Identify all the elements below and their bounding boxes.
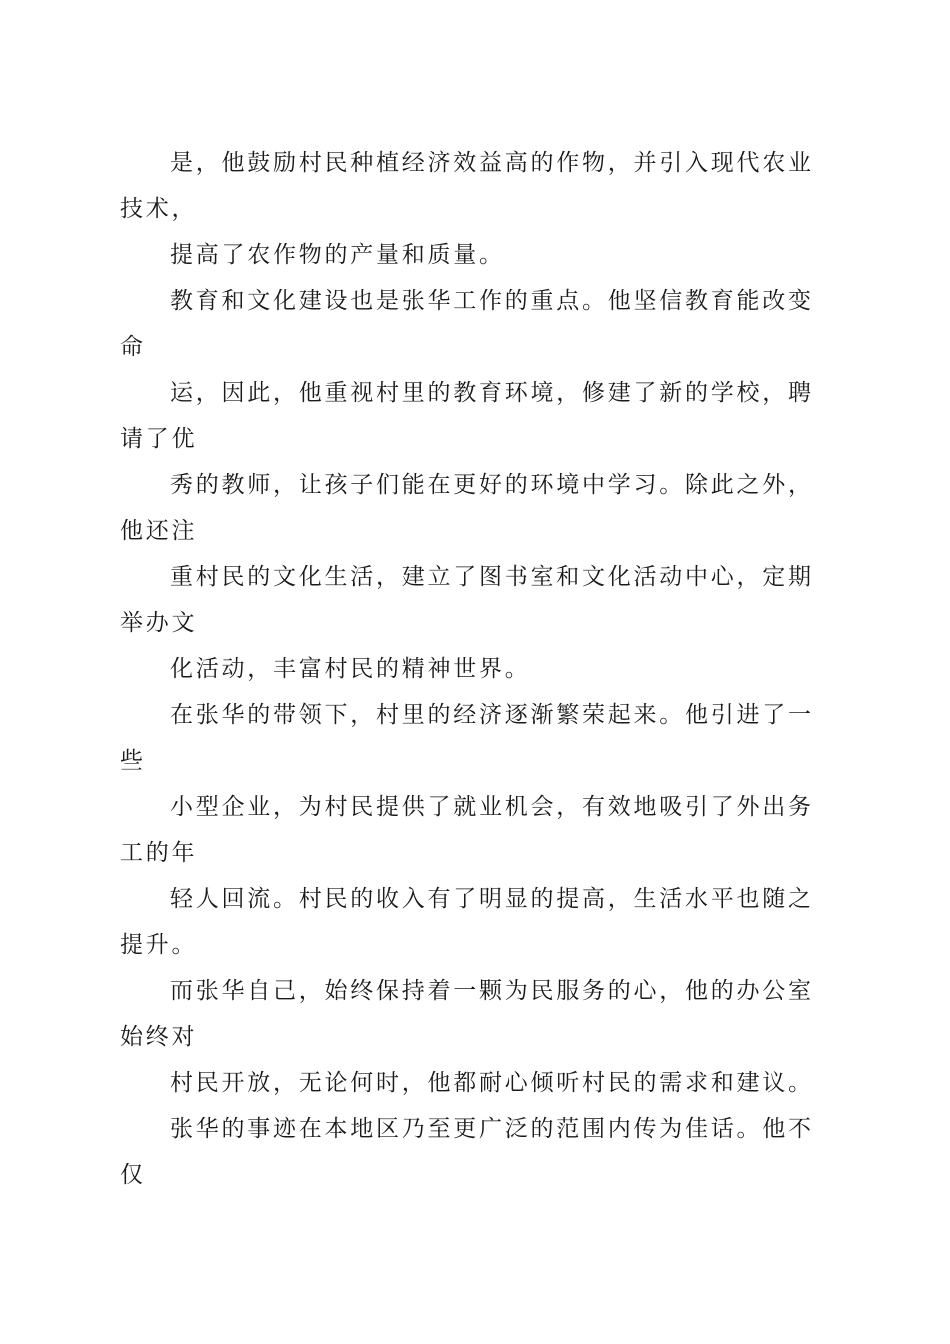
text-line: 秀的教师，让孩子们能在更好的环境中学习。除此之外，: [170, 472, 814, 498]
text-line: 技术，: [120, 196, 198, 222]
text-line: 张华的事迹在本地区乃至更广泛的范围内传为佳话。他不: [170, 1116, 814, 1142]
text-line: 提升。: [120, 932, 198, 958]
text-line: 些: [120, 748, 146, 774]
text-line: 是，他鼓励村民种植经济效益高的作物，并引入现代农业: [170, 150, 814, 176]
text-line: 而张华自己，始终保持着一颗为民服务的心，他的办公室: [170, 978, 814, 1004]
text-line: 在张华的带领下，村里的经济逐渐繁荣起来。他引进了一: [170, 702, 814, 728]
text-line: 提高了农作物的产量和质量。: [170, 242, 505, 268]
text-line: 始终对: [120, 1024, 198, 1050]
text-line: 轻人回流。村民的收入有了明显的提高，生活水平也随之: [170, 886, 814, 912]
text-line: 举办文: [120, 610, 198, 636]
text-line: 教育和文化建设也是张华工作的重点。他坚信教育能改变: [170, 288, 814, 314]
text-line: 小型企业，为村民提供了就业机会，有效地吸引了外出务: [170, 794, 814, 820]
text-line: 运，因此，他重视村里的教育环境，修建了新的学校，聘: [170, 380, 814, 406]
text-line: 村民开放，无论何时，他都耐心倾听村民的需求和建议。: [170, 1070, 814, 1096]
text-line: 工的年: [120, 840, 198, 866]
text-line: 重村民的文化生活，建立了图书室和文化活动中心，定期: [170, 564, 814, 590]
text-line: 化活动，丰富村民的精神世界。: [170, 656, 531, 682]
document-body: [120, 140, 825, 1198]
text-line: 仅: [120, 1162, 146, 1188]
text-line: 命: [120, 334, 146, 360]
text-line: 他还注: [120, 518, 198, 544]
text-line: 请了优: [120, 426, 198, 452]
